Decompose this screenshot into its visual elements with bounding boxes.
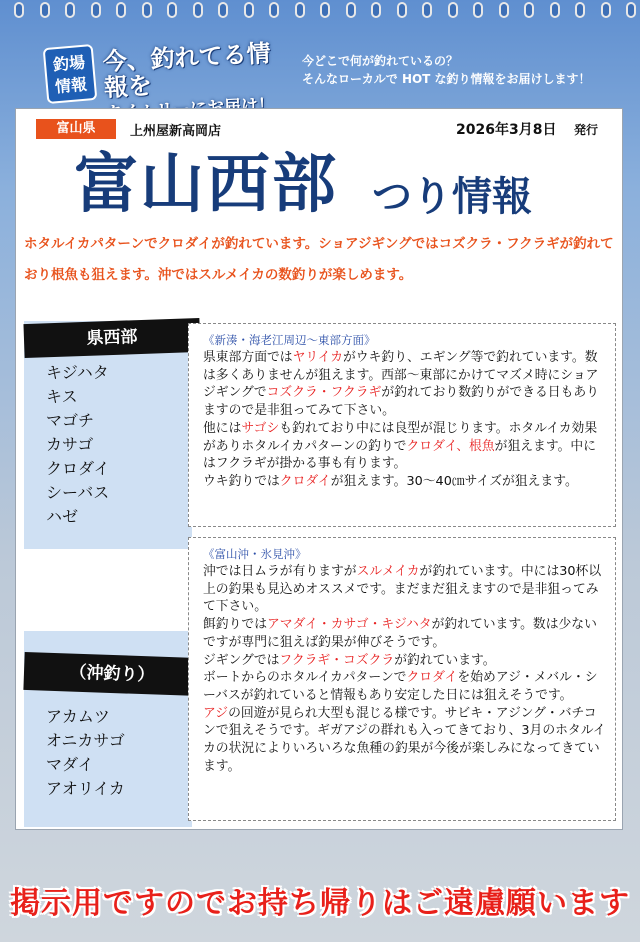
report-body-east (203, 349, 607, 491)
report-box-offshore (188, 537, 616, 821)
species-panel-offshore (24, 631, 192, 827)
binding-ring (295, 2, 305, 18)
report-text: ジギングでは (203, 652, 280, 668)
spiral-binding (0, 0, 640, 18)
binding-ring (499, 2, 509, 18)
report-text: 餌釣りでは (203, 617, 267, 633)
species-item: オニカサゴ (46, 731, 125, 750)
report-area-east: 《新湊・海老江周辺〜東部方面》 (203, 333, 376, 347)
species-panel-west (24, 321, 192, 549)
species-item: アカムツ (46, 707, 110, 726)
species-item: マダイ (46, 755, 94, 774)
report-text: 他には (203, 420, 242, 436)
report-text: を始めアジ・メバル・シーバスが釣れていると情報もあり安定した日には狙えそうです。 (203, 670, 598, 703)
report-paragraph (203, 420, 607, 473)
species-item: マゴチ (46, 411, 95, 430)
highlighted-fish: クロダイ (279, 473, 331, 489)
section-heading-offshore: （沖釣り） (23, 652, 200, 696)
lead-summary (24, 229, 618, 291)
report-text: が狙えます。中にはフクラギが掛かる事も有ります。 (203, 438, 597, 472)
binding-ring (397, 2, 407, 18)
report-box-east (188, 323, 616, 527)
binding-ring (626, 2, 636, 18)
binding-ring (193, 2, 203, 18)
page-title: 富山西部 (74, 148, 338, 222)
report-body-offshore (203, 563, 607, 775)
species-list-west (46, 361, 110, 529)
lead-line2: おり根魚も狙えます。沖ではスルメイカの数釣りが楽しめます。 (24, 267, 413, 283)
binding-ring (269, 2, 279, 18)
binding-ring (65, 2, 75, 18)
report-paragraph (203, 705, 607, 776)
issue-label: 発行 (574, 123, 599, 137)
species-list-offshore (46, 705, 125, 801)
binding-ring (422, 2, 432, 18)
binding-ring (116, 2, 126, 18)
store-name: 上州屋新高岡店 (130, 124, 222, 139)
tagline-line2: そんなローカルで HOT な釣り情報をお届けします！ (302, 72, 591, 86)
report-text: が狙えます。30〜40㎝サイズが狙えます。 (330, 473, 578, 489)
slogan-line1: 今、釣れてる情報を (102, 39, 272, 102)
binding-ring (448, 2, 458, 18)
binding-ring (320, 2, 330, 18)
report-text: ウキ釣りでは (203, 473, 280, 489)
report-text: が釣れています。中には30杯以上の釣果も見込めオススメです。まだまだ狙えますので是非狙ってみて下さい。 (203, 564, 602, 615)
footer-notice: 掲示用ですのでお持ち帰りはご遠慮願います (10, 886, 630, 921)
report-text: 県東部方面では (203, 350, 293, 365)
species-item: キス (46, 387, 78, 406)
species-item: クロダイ (46, 459, 110, 478)
highlighted-fish: サゴシ (241, 420, 280, 436)
report-text: が釣れています。数は少ないですが専門に狙えば釣果が伸びそうです。 (203, 617, 597, 650)
header-banner (0, 18, 640, 108)
species-item: シーバス (46, 483, 110, 502)
report-sheet (15, 108, 623, 830)
page-title-sub: つり情報 (372, 174, 532, 220)
report-paragraph (203, 563, 607, 616)
highlighted-fish: クロダイ (406, 670, 458, 686)
report-text: の回遊が見られ大型も混じる様です。サビキ・アジング・バチコンで狙えそうです。ギガアジの群れも入ってきており、3月のホタルイカの状況によりいろいろな魚種の釣果が今後が楽しみになってきています。 (203, 705, 606, 774)
report-text: 沖では日ムラが有りますが (203, 564, 357, 579)
species-item: アオリイカ (46, 779, 125, 798)
species-item: カサゴ (46, 435, 94, 454)
fishing-info-badge: 釣場情報 (43, 44, 98, 104)
binding-ring (167, 2, 177, 18)
report-paragraph (203, 669, 607, 704)
binding-ring (218, 2, 228, 18)
report-text: も釣れており中には良型が混じります。ホタルイカ効果がありホタルイカパターンの釣りで (203, 420, 598, 454)
binding-ring (244, 2, 254, 18)
highlighted-fish: アジ (203, 705, 229, 721)
lead-line1: ホタルイカパターンでクロダイが釣れています。ショアジギングではコズクラ・フクラギが釣れて (24, 236, 614, 252)
highlighted-fish: スルメイカ (356, 564, 420, 579)
highlighted-fish: クロダイ、根魚 (406, 438, 495, 454)
binding-ring (14, 2, 24, 18)
highlighted-fish: アマダイ・カサゴ・キジハタ (266, 617, 432, 633)
binding-ring (40, 2, 50, 18)
highlighted-fish: フクラギ・コズクラ (279, 652, 395, 668)
binding-ring (550, 2, 560, 18)
highlighted-fish: コズクラ・フクラギ (266, 385, 382, 401)
binding-ring (601, 2, 611, 18)
report-paragraph (203, 616, 607, 651)
binding-ring (575, 2, 585, 18)
tagline (302, 52, 591, 88)
report-paragraph (203, 473, 607, 491)
binding-ring (371, 2, 381, 18)
species-item: キジハタ (46, 363, 109, 382)
issue-date: 2026年3月8日 (456, 122, 557, 138)
binding-ring (142, 2, 152, 18)
report-text: がウキ釣り、エギング等で釣れています。数は多くありませんが狙えます。西部〜東部にかけてマズメ時にショアジギングで (203, 350, 599, 401)
report-text: が釣れており数釣りができる日もありますので是非狙ってみて下さい。 (203, 385, 599, 419)
report-text: ボートからのホタルイカパターンで (203, 670, 407, 686)
report-paragraph (203, 652, 607, 670)
binding-ring (346, 2, 356, 18)
report-paragraph (203, 349, 607, 420)
prefecture-badge: 富山県 (36, 119, 116, 139)
report-text: が釣れています。 (394, 652, 496, 668)
section-heading-west: 県西部 (23, 318, 200, 358)
species-item: ハゼ (46, 507, 79, 526)
binding-ring (91, 2, 101, 18)
highlighted-fish: ヤリイカ (292, 350, 343, 365)
report-area-offshore: 《富山沖・氷見沖》 (203, 547, 307, 561)
binding-ring (473, 2, 483, 18)
tagline-line1: 今どこで何が釣れているの？ (302, 54, 459, 68)
binding-ring (524, 2, 534, 18)
